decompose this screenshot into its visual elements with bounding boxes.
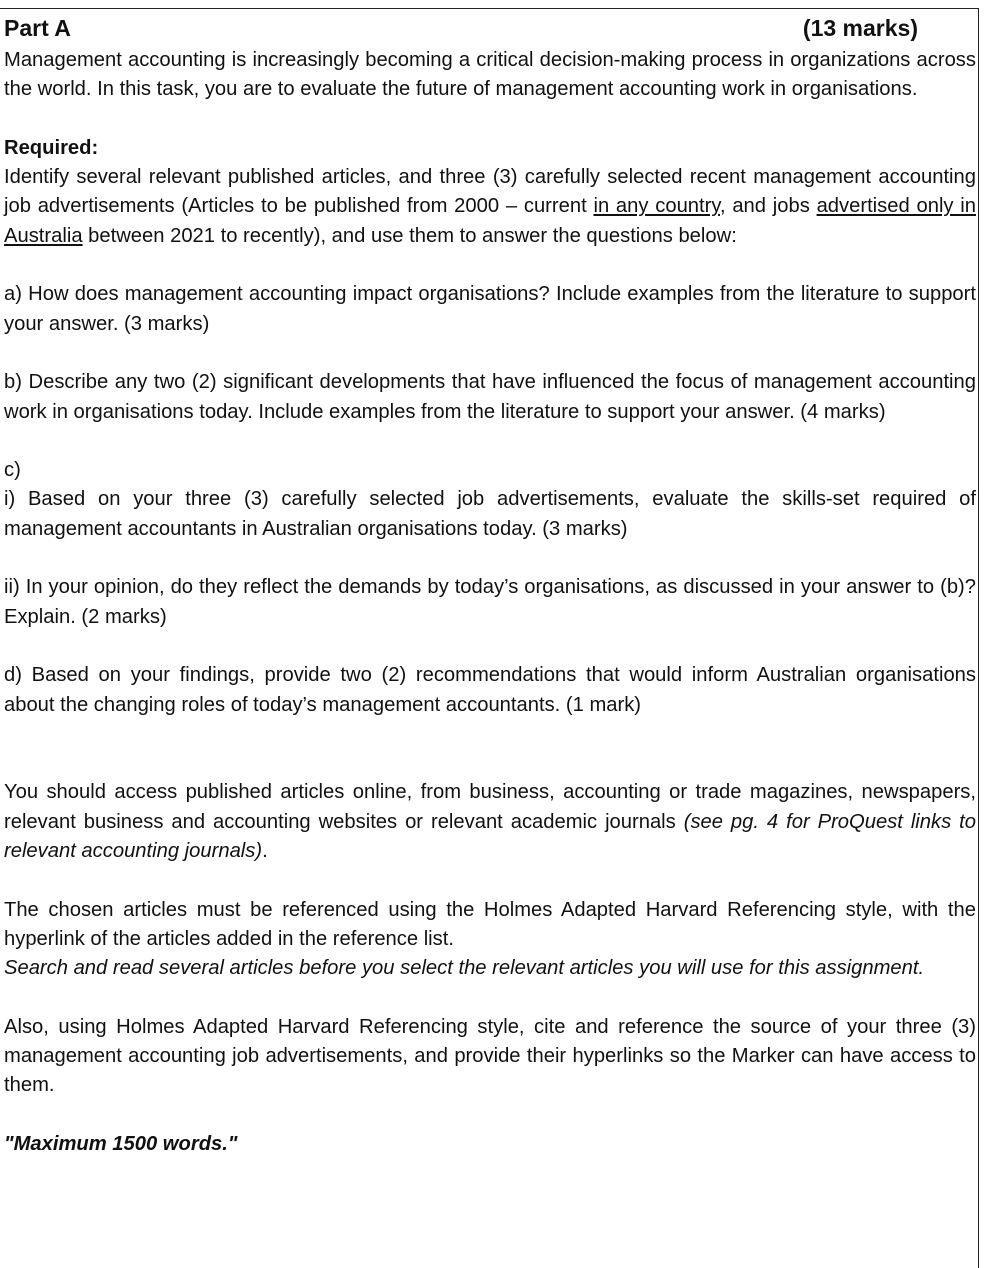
required-underline-country: in any country xyxy=(593,195,720,218)
reference-italic-note: Search and read several articles before you select the relevant articles you will use for this assignment. xyxy=(4,957,925,980)
cite-paragraph: Also, using Holmes Adapted Harvard Referencing style, cite and reference the source of your three (3) management accounting job advertisements, and provide their hyperlinks so the Marker can have access to them. xyxy=(4,1015,976,1097)
required-underline-australia: advertised only in Australia xyxy=(4,195,976,247)
word-limit: "Maximum 1500 words." xyxy=(4,1132,238,1155)
access-text: You should access published articles online, from business, accounting or trade magazines, newspapers, relevant business and accounting websites or relevant academic journals xyxy=(4,781,976,833)
section-header xyxy=(4,12,976,44)
access-end: . xyxy=(262,840,268,863)
access-paragraph xyxy=(4,778,976,866)
required-paragraph xyxy=(4,163,976,251)
intro-paragraph: Management accounting is increasingly becoming a critical decision-making process in organizations across the world. In this task, you are to evaluate the future of management accounting work in organisations. xyxy=(4,49,976,101)
section-title: Part A xyxy=(4,15,71,41)
required-text-2: , and jobs xyxy=(719,195,817,218)
reference-paragraph: The chosen articles must be referenced using the Holmes Adapted Harvard Referencing style, with the hyperlink of the articles added in the reference list. xyxy=(4,898,976,950)
question-c-i: i) Based on your three (3) carefully selected job advertisements, evaluate the skills-set required of management accountants in Australian organisations today. (3 marks) xyxy=(4,488,976,540)
required-text-3: between 2021 to recently), and use them to answer the questions below: xyxy=(82,224,737,247)
required-heading: Required: xyxy=(4,136,99,159)
question-c-ii: ii) In your opinion, do they reflect the demands by today’s organisations, as discussed in your answer to (b)? Explain. (2 marks) xyxy=(4,576,976,628)
section-marks: (13 marks) xyxy=(802,15,918,41)
question-b: b) Describe any two (2) significant developments that have influenced the focus of management accounting work in organisations today. Include examples from the literature to support your answer. (4 marks) xyxy=(4,371,976,423)
document-body xyxy=(4,12,976,1159)
question-c-label: c) xyxy=(4,459,21,482)
question-a: a) How does management accounting impact organisations? Include examples from the literature to support your answer. (3 marks) xyxy=(4,283,976,335)
question-d: d) Based on your findings, provide two (2) recommendations that would inform Australian organisations about the changing roles of today’s management accountants. (1 mark) xyxy=(4,664,976,716)
access-italic: (see pg. 4 for ProQuest links to relevant accounting journals) xyxy=(4,810,976,863)
required-text-1: Identify several relevant published articles, and three (3) carefully selected recent management accounting job advertisements (Articles to be published from 2000 – current xyxy=(4,166,976,218)
